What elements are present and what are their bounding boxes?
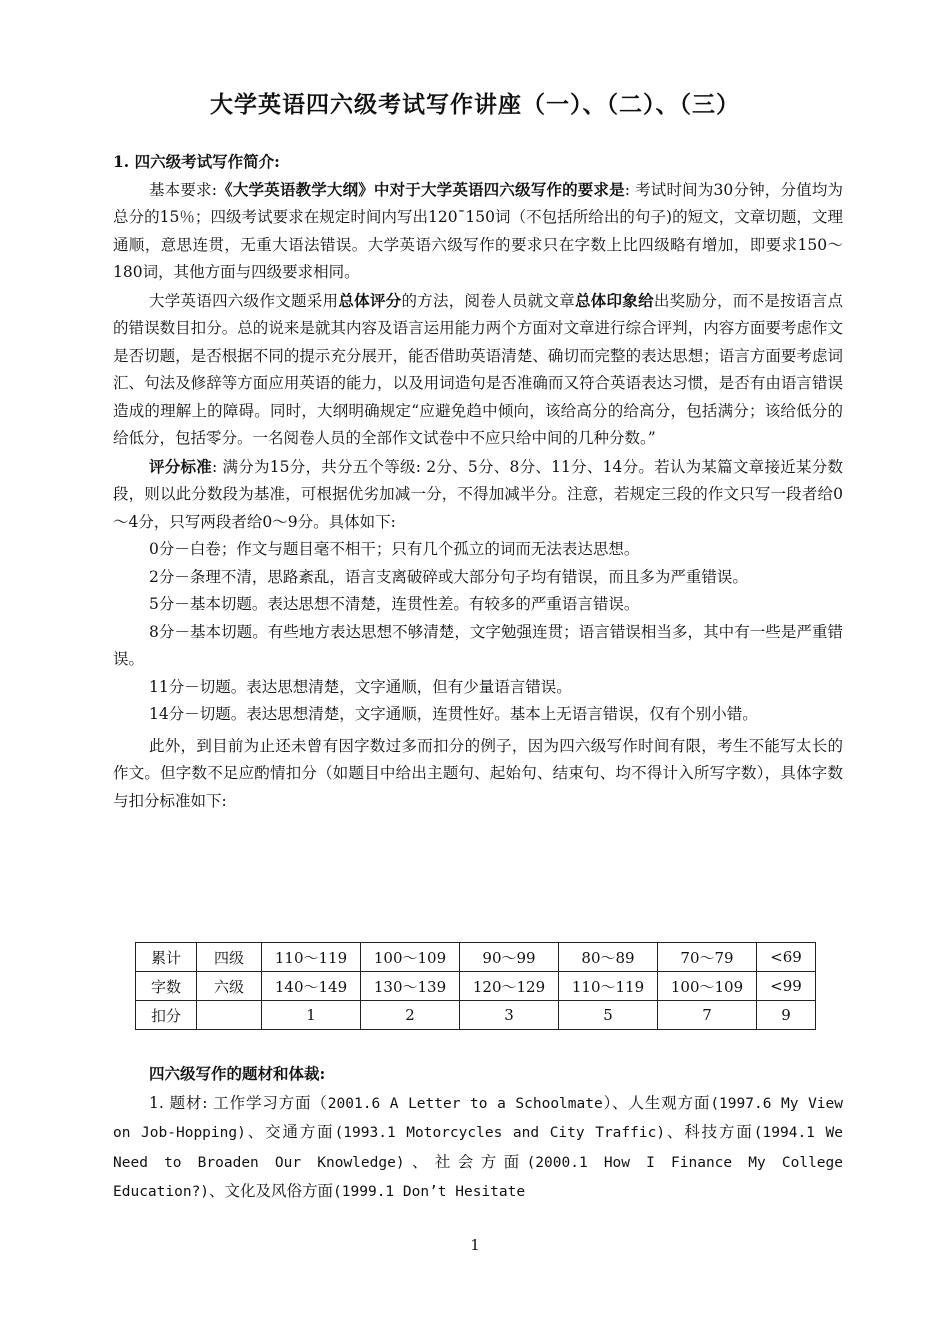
table-cell-label: 字数 — [136, 972, 197, 1001]
table-cell: 110～119 — [262, 943, 361, 972]
grade-item: 14分－切题。表达思想清楚，文字通顺，连贯性好。基本上无语言错误，仅有个别小错。 — [149, 705, 758, 723]
table-cell: 110～119 — [559, 972, 658, 1001]
label-scoring-criteria: 评分标准 — [149, 456, 213, 476]
example-title: 2001.6 A Letter to a Schoolmate — [327, 1095, 603, 1112]
table-cell: 130～139 — [361, 972, 460, 1001]
section-heading: 1. 四六级考试写作简介: — [113, 152, 280, 171]
paragraph-basic-requirements — [113, 176, 843, 287]
table-cell: 2 — [361, 1001, 460, 1030]
text-fragment: 1. 题材: 工作学习方面（ — [149, 1093, 328, 1112]
table-cell: <99 — [757, 972, 816, 1001]
bold-overall-impression: 总体印象给 — [575, 290, 654, 310]
paragraph-word-count: 此外，到目前为止还未曾有因字数过多而扣分的例子，因为四六级写作时间有限，考生不能写太长的作文。但字数不足应酌情扣分（如题目中给出主题句、起始句、结束句、均不得计入所写字数），具体字数与扣分标准如下: — [113, 736, 843, 810]
example-title: (1999.1 Don’t Hesitate — [333, 1184, 526, 1200]
text-fragment: 的方法，阅卷人员就文章 — [401, 291, 575, 310]
table-row — [136, 972, 816, 1001]
grade-item: 0分－白卷；作文与题目毫不相干；只有几个孤立的词而无法表达思想。 — [149, 540, 640, 558]
text-fragment: 出奖励分，而不是按语言点的错误数目扣分。总的说来是就其内容及语言运用能力两个方面对文章进行综合评判，内容方面要考虑作文是否切题，是否根据不同的提示充分展开，能否借助英语清楚、确切而完整的表达思想；语言方面要考虑词汇、句法及修辞等方面应用英语的能力，以及用词造句是否准确而又符合英语表达习惯，是否有由语言错误造成的理解上的障碍。同时，大纲明确规定“应避免趋中倾向，该给高分的给高分，包括满分；该给低分的给低分，包括零分。一名阅卷人员的全部作文试卷中不应只给中间的几种分数。” — [113, 291, 843, 447]
example-title: (2000.1 How I Finance My College Education?) — [113, 1154, 843, 1200]
table-cell: 70～79 — [658, 943, 757, 972]
text-scoring-criteria: : 满分为15分，共分五个等级: 2分、5分、8分、11分、14分。若认为某篇文章接近某分数段，则以此分数段为基准，可根据优劣加减一分，不得加减半分。注意，若规定三段的作文只写一段者给0～4分，只写两段者给0～9分。具体如下: — [113, 457, 843, 531]
table-cell-label: 扣分 — [136, 1001, 197, 1030]
table-cell-level: 六级 — [197, 972, 262, 1001]
table-cell-empty — [197, 1001, 262, 1030]
bold-syllabus: 《大学英语教学大纲》中对于大学英语四六级写作的要求是 — [216, 179, 625, 199]
page-title: 大学英语四六级考试写作讲座（一）、（二）、（三） — [210, 91, 740, 118]
table-cell: 100～109 — [658, 972, 757, 1001]
table-row — [136, 1001, 816, 1030]
text-basic-requirements: : 考试时间为30分钟，分值均为总分的15％；四级考试要求在规定时间内写出120¯150词（不包括所给出的句子)的短文，文章切题，文理通顺，意思连贯，无重大语法错误。大学英语六级写作的要求只在字数上比四级略有增加，即要求150～180词，其他方面与四级要求相同。 — [113, 180, 843, 281]
example-title: (1993.1 Motorcycles and City Traffic) — [334, 1125, 666, 1141]
table-cell: 120～129 — [460, 972, 559, 1001]
table-cell: 7 — [658, 1001, 757, 1030]
table-cell: <69 — [757, 943, 816, 972]
table-cell: 90～99 — [460, 943, 559, 972]
grade-item: 11分－切题。表达思想清楚，文字通顺，但有少量语言错误。 — [149, 677, 572, 696]
paragraph-scoring-criteria — [113, 453, 843, 537]
text-fragment: 大学英语四六级作文题采用 — [149, 291, 339, 310]
section-topics — [113, 1060, 843, 1207]
example-title: (1997.6 My View on Job-Hopping) — [113, 1095, 843, 1141]
table-cell: 100～109 — [361, 943, 460, 972]
bold-overall-scoring: 总体评分 — [338, 290, 402, 310]
paragraph-topics — [113, 1089, 843, 1207]
grade-item: 5分－基本切题。表达思想不清楚，连贯性差。有较多的严重语言错误。 — [149, 595, 640, 613]
section-intro — [113, 148, 843, 815]
table-cell: 5 — [559, 1001, 658, 1030]
deduction-table — [135, 942, 816, 1030]
table-cell: 140～149 — [262, 972, 361, 1001]
text-fragment: ）、人生观方面 — [602, 1093, 711, 1112]
text-fragment: 、文化及风俗方面 — [209, 1182, 334, 1200]
page-number: 1 — [470, 1236, 480, 1254]
text-fragment: 、科技方面 — [665, 1123, 754, 1141]
table-cell: 1 — [262, 1001, 361, 1030]
table-cell-label: 累计 — [136, 943, 197, 972]
table-cell: 3 — [460, 1001, 559, 1030]
table-cell: 80～89 — [559, 943, 658, 972]
grade-item: 8分－基本切题。有些地方表达思想不够清楚，文字勉强连贯；语言错误相当多，其中有一些是严重错误。 — [113, 622, 843, 668]
text-fragment: 、社会方面 — [404, 1152, 527, 1171]
grade-item: 2分－条理不清，思路紊乱，语言支离破碎或大部分句子均有错误，而且多为严重错误。 — [149, 567, 748, 586]
table-cell-level: 四级 — [197, 943, 262, 972]
table-cell: 9 — [757, 1001, 816, 1030]
section-heading: 四六级写作的题材和体裁: — [149, 1064, 326, 1083]
paragraph-overall-scoring — [113, 287, 843, 453]
table-row — [136, 943, 816, 972]
example-title: (1994.1 We Need to Broaden Our Knowledge) — [113, 1125, 843, 1171]
text-fragment: 、交通方面 — [245, 1123, 335, 1141]
label-basic-requirements: 基本要求: — [149, 180, 217, 199]
